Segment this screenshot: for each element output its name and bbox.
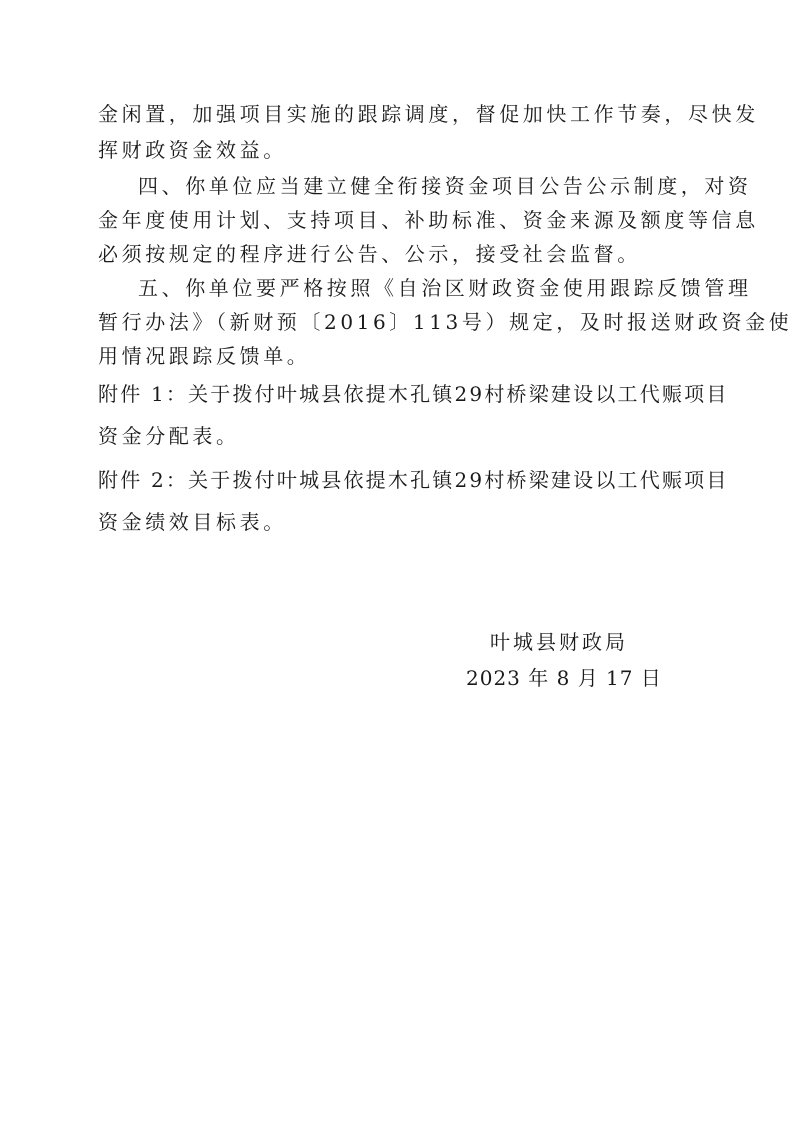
paragraph3-line2: 挥财政资金效益。 [98,138,287,162]
attachment1-line1: 附件 1：关于拨付叶城县依提木孔镇29村桥梁建设以工代赈项目 [98,382,729,406]
issuer-name: 叶城县财政局 [490,630,628,654]
attachment2-line1: 附件 2：关于拨付叶城县依提木孔镇29村桥梁建设以工代赈项目 [98,468,729,492]
paragraph3-line1: 金闲置，加强项目实施的跟踪调度，督促加快工作节奏，尽快发 [98,102,759,126]
attachment1-line2: 资金分配表。 [98,424,240,448]
paragraph4-line1: 四、你单位应当建立健全衔接资金项目公告公示制度，对资 [138,174,752,198]
paragraph4-line3: 必须按规定的程序进行公告、公示，接受社会监督。 [98,242,641,266]
paragraph5-line3: 用情况跟踪反馈单。 [98,344,311,368]
paragraph4-line2: 金年度使用计划、支持项目、补助标准、资金来源及额度等信息 [98,208,759,232]
issue-date: 2023 年 8 月 17 日 [466,666,662,690]
paragraph5-line1: 五、你单位要严格按照《自治区财政资金使用跟踪反馈管理 [138,276,752,300]
paragraph5-line2: 暂行办法》（新财预〔2016〕113号）规定，及时报送财政资金使 [98,310,793,334]
attachment2-line2: 资金绩效目标表。 [98,510,287,534]
